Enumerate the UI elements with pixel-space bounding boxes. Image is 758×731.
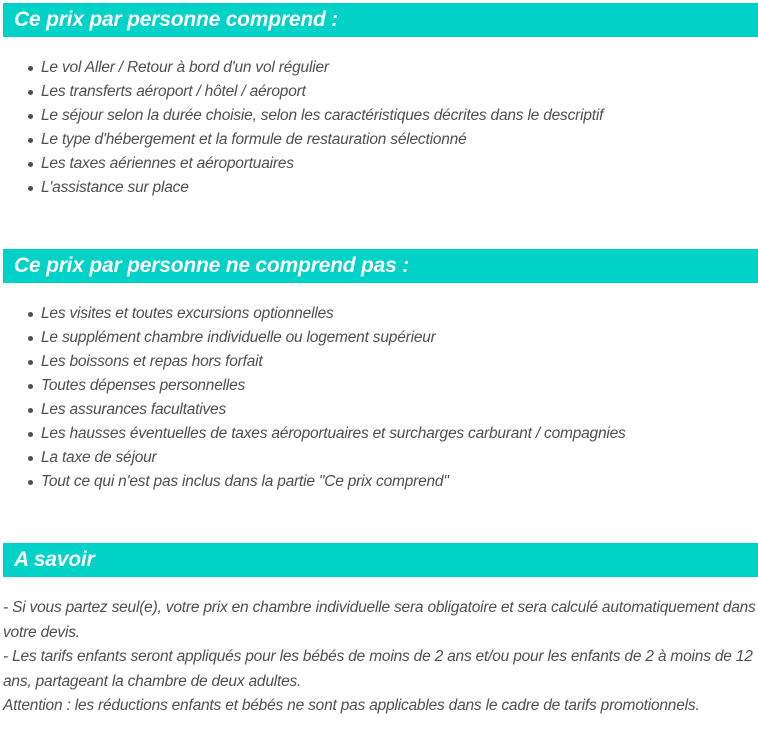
section-title-excludes: Ce prix par personne ne comprend pas :: [14, 254, 409, 277]
notes-text: [3, 596, 758, 719]
list-item: [28, 302, 758, 326]
list-item-text: L'assistance sur place: [41, 179, 189, 196]
list-item: [28, 80, 758, 104]
bullet-icon: [28, 384, 33, 389]
section-price-includes: [3, 3, 758, 200]
bullet-icon: [28, 312, 33, 317]
includes-list: [3, 56, 758, 200]
section-notes: [3, 543, 758, 719]
list-item: [28, 398, 758, 422]
bullet-icon: [28, 408, 33, 413]
excludes-list: [3, 302, 758, 494]
list-item: [28, 326, 758, 350]
bullet-icon: [28, 432, 33, 437]
list-item: [28, 422, 758, 446]
bullet-icon: [28, 360, 33, 365]
list-item-text: Les hausses éventuelles de taxes aéroportuaires et surcharges carburant / compagnies: [41, 425, 626, 442]
list-item-text: Les assurances facultatives: [41, 401, 227, 418]
list-item-text: Le vol Aller / Retour à bord d'un vol régulier: [41, 59, 329, 76]
bullet-icon: [28, 480, 33, 485]
list-item: [28, 350, 758, 374]
list-item-text: Tout ce qui n'est pas inclus dans la partie "Ce prix comprend": [41, 473, 449, 490]
list-item-text: Toutes dépenses personnelles: [41, 377, 246, 394]
section-header-excludes: [3, 249, 758, 283]
section-title-includes: Ce prix par personne comprend :: [14, 8, 339, 31]
list-item: [28, 152, 758, 176]
list-item: [28, 374, 758, 398]
note-paragraph: Attention : les réductions enfants et bébés ne sont pas applicables dans le cadre de tarifs promotionnels.: [3, 697, 700, 714]
bullet-icon: [28, 66, 33, 71]
bullet-icon: [28, 186, 33, 191]
list-item-text: Les visites et toutes excursions optionnelles: [41, 305, 334, 322]
bullet-icon: [28, 114, 33, 119]
list-item: [28, 446, 758, 470]
bullet-icon: [28, 336, 33, 341]
list-item-text: Le séjour selon la durée choisie, selon les caractéristiques décrites dans le descriptif: [41, 107, 604, 124]
list-item: [28, 104, 758, 128]
note-paragraph: - Les tarifs enfants seront appliqués pour les bébés de moins de 2 ans et/ou pour les enfants de 2 à moins de 12 ans, partageant la chambre de deux adultes.: [3, 648, 753, 690]
section-title-notes: A savoir: [14, 548, 95, 571]
list-item: [28, 56, 758, 80]
section-header-notes: [3, 543, 758, 577]
bullet-icon: [28, 456, 33, 461]
bullet-icon: [28, 162, 33, 167]
list-item-text: La taxe de séjour: [41, 449, 157, 466]
list-item-text: Les boissons et repas hors forfait: [41, 353, 263, 370]
list-item-text: Le supplément chambre individuelle ou logement supérieur: [41, 329, 436, 346]
section-header-includes: [3, 3, 758, 37]
list-item-text: Le type d'hébergement et la formule de restauration sélectionné: [41, 131, 467, 148]
list-item-text: Les transferts aéroport / hôtel / aéroport: [41, 83, 306, 100]
list-item-text: Les taxes aériennes et aéroportuaires: [41, 155, 294, 172]
section-price-excludes: [3, 249, 758, 494]
list-item: [28, 470, 758, 494]
list-item: [28, 128, 758, 152]
note-paragraph: - Si vous partez seul(e), votre prix en chambre individuelle sera obligatoire et sera calculé automatiquement dans votre devis.: [3, 599, 756, 641]
list-item: [28, 176, 758, 200]
bullet-icon: [28, 138, 33, 143]
bullet-icon: [28, 90, 33, 95]
